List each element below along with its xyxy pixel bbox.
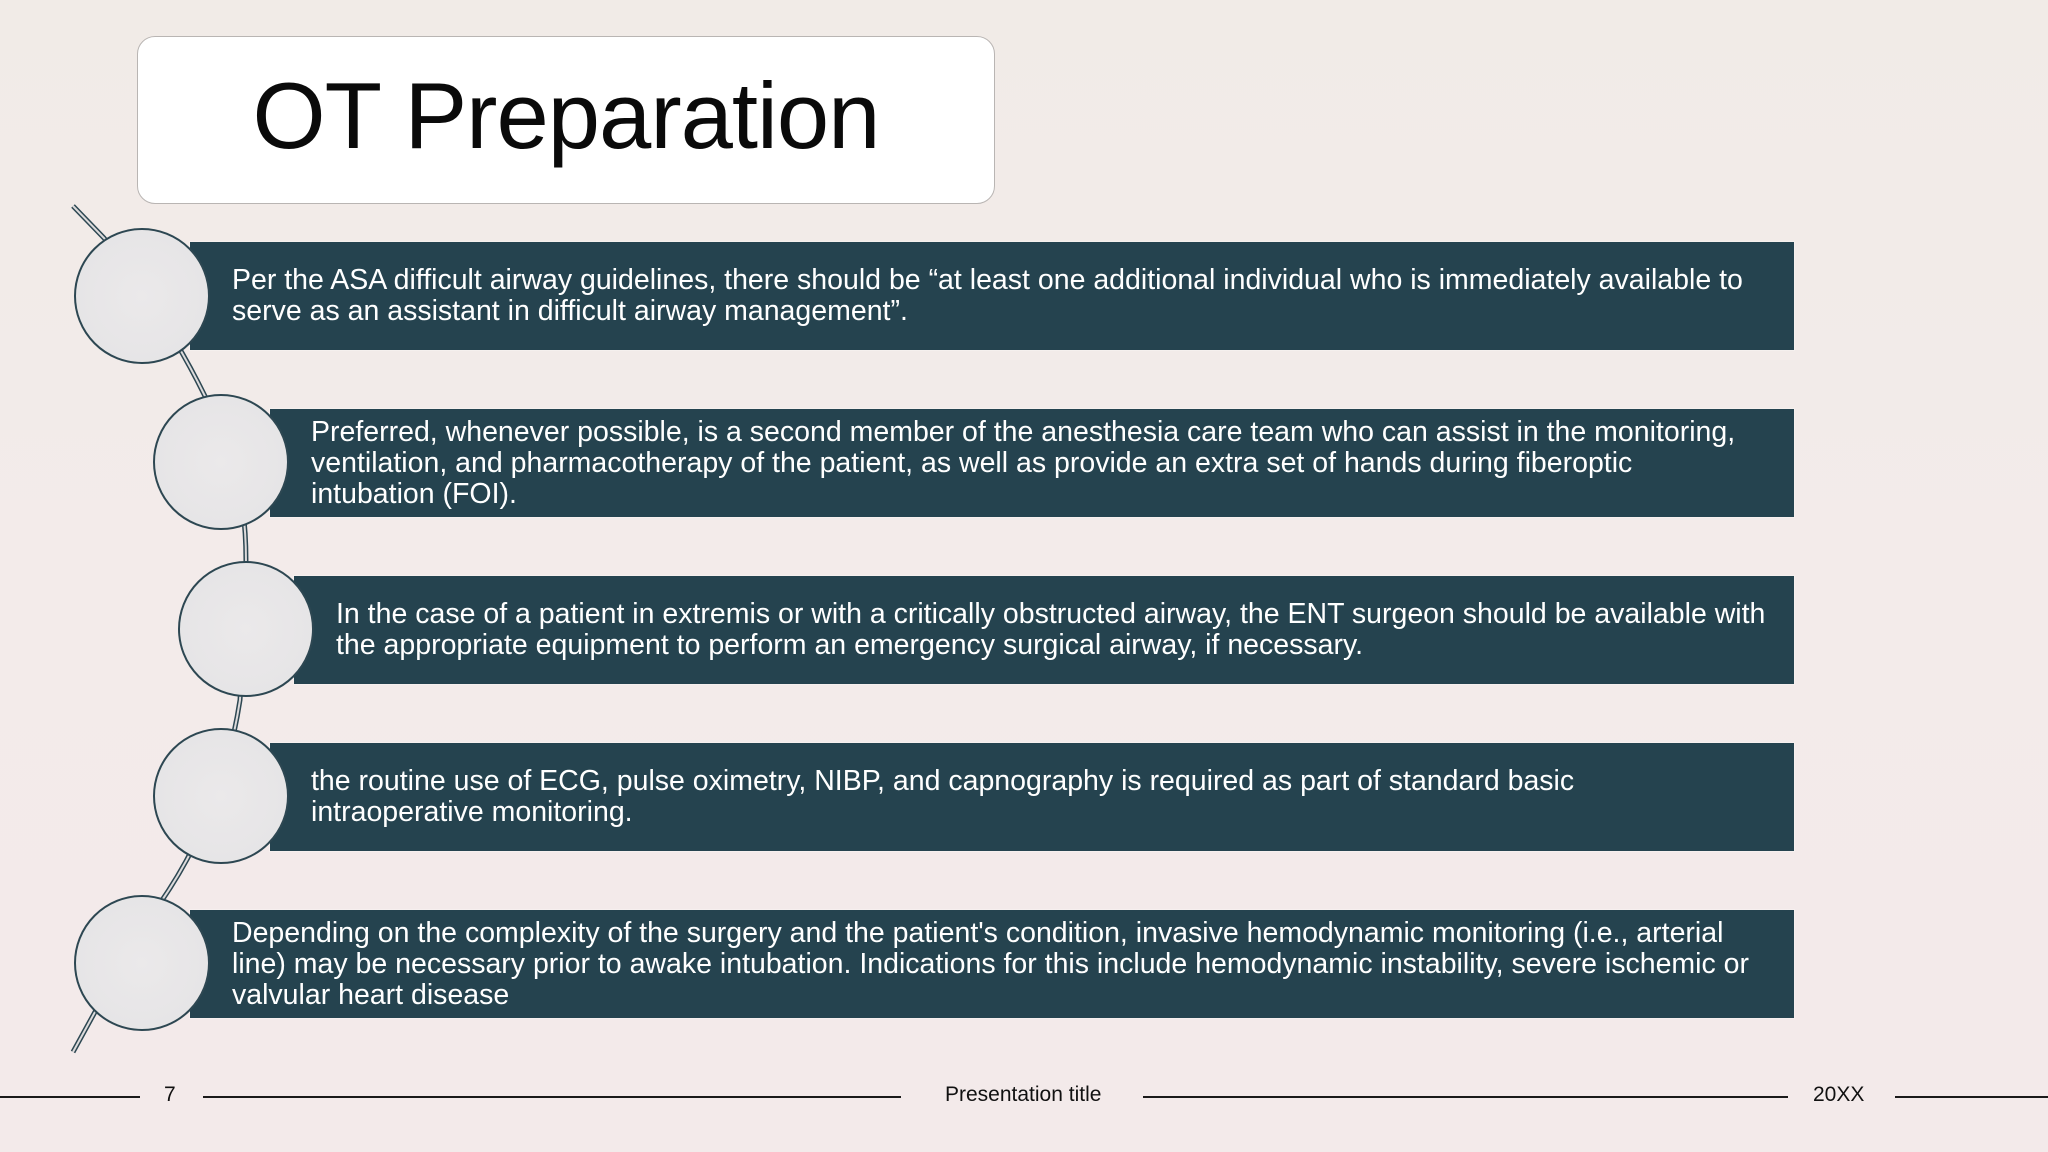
timeline-item-text: Depending on the complexity of the surgery and the patient's condition, invasive hemodynamic monitoring (i.e., arterial line) may be necessary prior to awake intubation. Indications for this include hemodynamic instability, severe ischemic or valvular heart disease <box>232 916 1750 1011</box>
timeline-circle-5 <box>74 895 210 1031</box>
footer-line-left <box>0 1096 140 1098</box>
timeline-item-5[interactable] <box>190 910 1794 1018</box>
timeline-item-text: the routine use of ECG, pulse oximetry, NIBP, and capnography is required as part of standard basic intraoperative monitoring. <box>311 765 1575 828</box>
timeline-circle-1 <box>74 228 210 364</box>
timeline-item-text: Preferred, whenever possible, is a second member of the anesthesia care team who can assist in the monitoring, ventilation, and pharmacotherapy of the patient, as well as provide an extra set of hands during fiberoptic intubation (FOI). <box>311 415 1736 510</box>
timeline-item-1[interactable] <box>190 242 1794 350</box>
footer-line-middle-left <box>203 1096 901 1098</box>
page-number: 7 <box>164 1083 176 1106</box>
timeline-circle-2 <box>153 394 289 530</box>
timeline-item-3[interactable] <box>294 576 1794 684</box>
timeline-item-text: In the case of a patient in extremis or with a critically obstructed airway, the ENT surgeon should be available with the appropriate equipment to perform an emergency surgical airway, if necessary. <box>336 598 1766 661</box>
timeline-circle-3 <box>178 561 314 697</box>
slide-title: OT Preparation <box>252 63 880 168</box>
timeline-item-4[interactable] <box>270 743 1794 851</box>
timeline-circle-4 <box>153 728 289 864</box>
timeline-item-2[interactable] <box>270 409 1794 517</box>
timeline-item-text: Per the ASA difficult airway guidelines, there should be “at least one additional individual who is immediately available to serve as an assistant in difficult airway management”. <box>232 264 1743 327</box>
title-box[interactable] <box>137 36 995 204</box>
footer-line-right <box>1895 1096 2048 1098</box>
footer-line-middle-right <box>1143 1096 1788 1098</box>
presentation-title[interactable]: Presentation title <box>945 1083 1102 1106</box>
footer-year: 20XX <box>1813 1083 1865 1106</box>
